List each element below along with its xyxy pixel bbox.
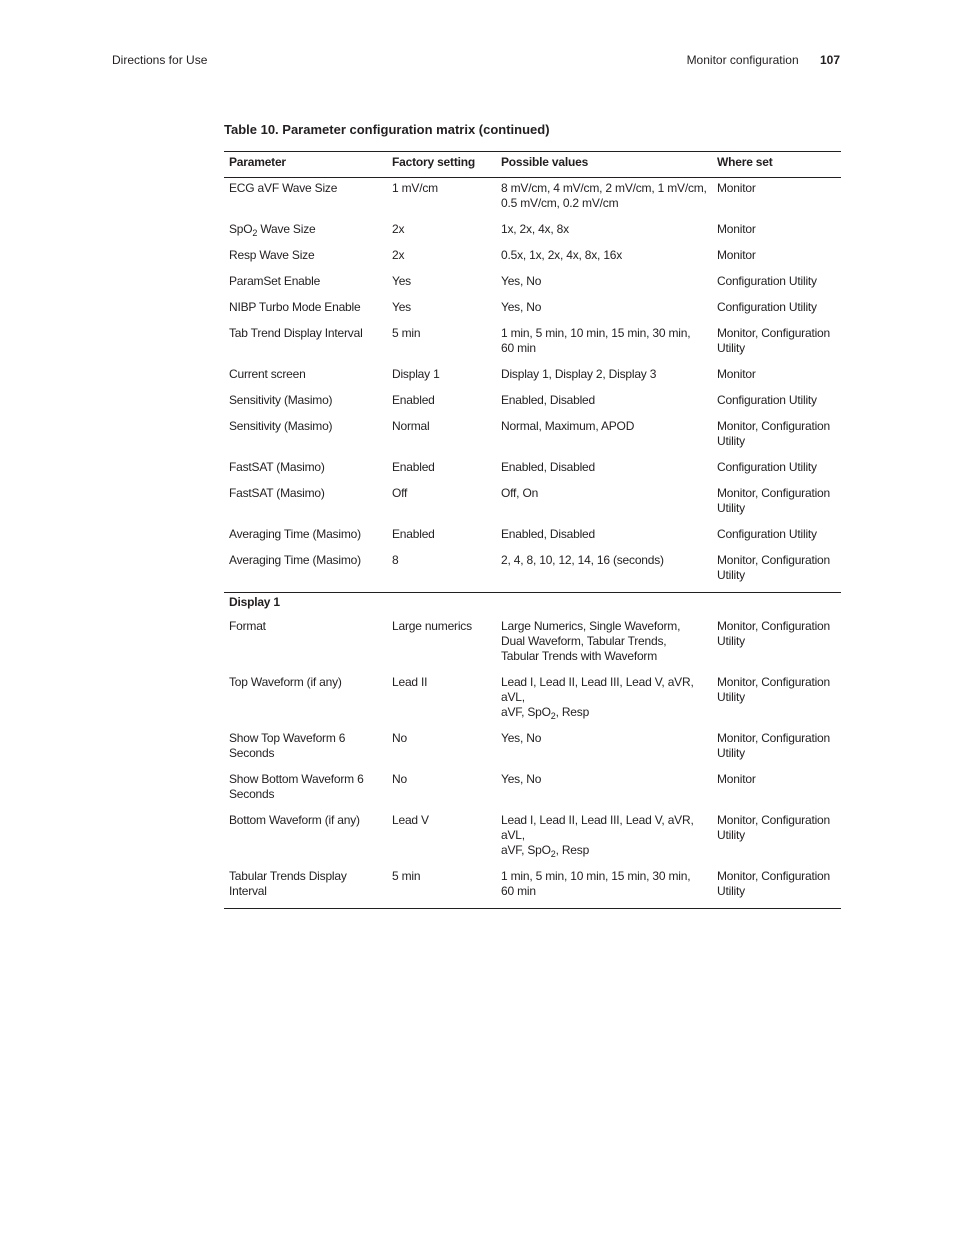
cell-possible-values: 1x, 2x, 4x, 8x	[501, 222, 569, 236]
cell-where-set: Configuration Utility	[717, 274, 817, 288]
cell-where-set: Monitor	[717, 181, 756, 195]
cell-factory-setting: 8	[387, 550, 496, 593]
group-header-row	[224, 593, 841, 617]
cell-possible-values: Yes, No	[501, 772, 542, 786]
cell-possible-values: Enabled, Disabled	[501, 460, 596, 474]
cell-parameter: Format	[229, 619, 266, 633]
table-row	[224, 524, 841, 550]
cell-possible-values: 1 min, 5 min, 10 min, 15 min, 30 min, 60 min	[501, 326, 691, 355]
column-header: Possible values	[496, 152, 712, 178]
cell-parameter: ECG aVF Wave Size	[229, 181, 338, 195]
table-row	[224, 390, 841, 416]
cell-factory-setting: Normal	[392, 419, 430, 433]
section-title: Monitor configuration	[686, 53, 799, 67]
table-row	[224, 364, 841, 390]
cell-parameter: Averaging Time (Masimo)	[229, 527, 361, 541]
cell-where-set: Configuration Utility	[717, 527, 817, 541]
cell-where-set: Monitor	[717, 772, 756, 786]
cell-where-set: Monitor, Configuration Utility	[717, 419, 830, 448]
cell-factory-setting: No	[392, 731, 407, 745]
table-header-row	[224, 152, 841, 178]
cell-parameter: Sensitivity (Masimo)	[229, 393, 333, 407]
table-row	[224, 672, 841, 728]
table-row	[224, 457, 841, 483]
cell-possible-values: Off, On	[501, 486, 539, 500]
table-row	[224, 550, 841, 593]
table-row	[224, 416, 841, 457]
cell-parameter: Show Top Waveform 6 Seconds	[229, 731, 346, 760]
table-row	[224, 769, 841, 810]
cell-where-set: Monitor, Configuration Utility	[717, 326, 830, 355]
cell-parameter: Tabular Trends Display Interval	[224, 866, 387, 909]
cell-parameter: Resp Wave Size	[229, 248, 315, 262]
cell-factory-setting: Lead II	[392, 675, 428, 689]
cell-possible-values: 8 mV/cm, 4 mV/cm, 2 mV/cm, 1 mV/cm, 0.5 mV/cm, 0.2 mV/cm	[501, 181, 707, 210]
cell-parameter: Tab Trend Display Interval	[229, 326, 363, 340]
cell-where-set: Monitor, Configuration Utility	[717, 675, 830, 704]
cell-parameter: Averaging Time (Masimo)	[224, 550, 387, 593]
cell-possible-values: 2, 4, 8, 10, 12, 14, 16 (seconds)	[496, 550, 712, 593]
table-body	[224, 178, 841, 909]
group-title: Display 1	[229, 595, 280, 609]
cell-factory-setting: No	[392, 772, 407, 786]
cell-where-set: Monitor	[717, 248, 756, 262]
cell-where-set: Configuration Utility	[717, 460, 817, 474]
table-row	[224, 323, 841, 364]
table-row	[224, 810, 841, 866]
cell-where-set: Monitor, Configuration Utility	[717, 486, 830, 515]
cell-parameter: Sensitivity (Masimo)	[229, 419, 333, 433]
cell-factory-setting: 5 min	[392, 326, 421, 340]
cell-parameter: NIBP Turbo Mode Enable	[229, 300, 361, 314]
cell-factory-setting: Yes	[392, 274, 411, 288]
cell-parameter: FastSAT (Masimo)	[229, 460, 325, 474]
cell-possible-values: Large Numerics, Single Waveform, Dual Waveform, Tabular Trends, Tabular Trends with Waveform	[501, 619, 681, 663]
cell-parameter: Top Waveform (if any)	[229, 675, 342, 689]
column-header: Where set	[712, 152, 841, 178]
cell-factory-setting: 1 mV/cm	[392, 181, 438, 195]
cell-where-set: Configuration Utility	[717, 393, 817, 407]
running-header-left: Directions for Use	[112, 53, 208, 67]
cell-possible-values: Enabled, Disabled	[501, 393, 596, 407]
column-header: Parameter	[224, 152, 387, 178]
table-caption: Table 10. Parameter configuration matrix (continued)	[224, 122, 550, 137]
cell-where-set: Monitor, Configuration Utility	[717, 813, 830, 842]
cell-where-set: Monitor, Configuration Utility	[717, 731, 830, 760]
cell-possible-values: 1 min, 5 min, 10 min, 15 min, 30 min, 60 min	[496, 866, 712, 909]
cell-where-set: Monitor, Configuration Utility	[717, 619, 830, 648]
table-row	[224, 297, 841, 323]
cell-where-set: Configuration Utility	[717, 300, 817, 314]
cell-possible-values: Enabled, Disabled	[501, 527, 596, 541]
table-row	[224, 245, 841, 271]
cell-factory-setting: Off	[392, 486, 408, 500]
cell-parameter: FastSAT (Masimo)	[229, 486, 325, 500]
table-row	[224, 483, 841, 524]
cell-factory-setting: 2x	[392, 248, 405, 262]
cell-possible-values: Normal, Maximum, APOD	[501, 419, 635, 433]
table-row	[224, 866, 841, 909]
cell-where-set: Monitor, Configuration Utility	[712, 866, 841, 909]
cell-possible-values: 0.5x, 1x, 2x, 4x, 8x, 16x	[501, 248, 623, 262]
cell-where-set: Monitor	[717, 367, 756, 381]
cell-possible-values: Lead I, Lead II, Lead III, Lead V, aVR, aVL, aVF, SpO$_2$, Resp	[501, 675, 694, 721]
running-header-right	[687, 53, 840, 67]
cell-possible-values: Yes, No	[501, 300, 542, 314]
cell-where-set: Monitor, Configuration Utility	[712, 550, 841, 593]
cell-parameter: SpO$_2$ Wave Size	[229, 222, 316, 238]
cell-parameter: Show Bottom Waveform 6 Seconds	[229, 772, 364, 801]
cell-possible-values: Display 1, Display 2, Display 3	[501, 367, 657, 381]
page-number: 107	[819, 53, 840, 67]
cell-factory-setting: 2x	[392, 222, 405, 236]
cell-factory-setting: Large numerics	[392, 619, 472, 633]
cell-factory-setting: Lead V	[392, 813, 429, 827]
cell-possible-values: Lead I, Lead II, Lead III, Lead V, aVR, aVL, aVF, SpO$_2$, Resp	[501, 813, 694, 859]
table-row	[224, 728, 841, 769]
table-row	[224, 178, 841, 220]
cell-factory-setting: Display 1	[392, 367, 440, 381]
cell-parameter: Bottom Waveform (if any)	[229, 813, 360, 827]
cell-parameter: ParamSet Enable	[229, 274, 321, 288]
cell-factory-setting: Enabled	[392, 393, 435, 407]
cell-where-set: Monitor	[717, 222, 756, 236]
table-row	[224, 616, 841, 672]
column-header: Factory setting	[387, 152, 496, 178]
table-row	[224, 271, 841, 297]
cell-factory-setting: Yes	[392, 300, 411, 314]
cell-parameter: Current screen	[229, 367, 306, 381]
cell-possible-values: Yes, No	[501, 731, 542, 745]
table-row	[224, 219, 841, 245]
cell-factory-setting: 5 min	[387, 866, 496, 909]
cell-factory-setting: Enabled	[392, 527, 435, 541]
parameter-configuration-table	[224, 151, 841, 909]
cell-factory-setting: Enabled	[392, 460, 435, 474]
cell-possible-values: Yes, No	[501, 274, 542, 288]
